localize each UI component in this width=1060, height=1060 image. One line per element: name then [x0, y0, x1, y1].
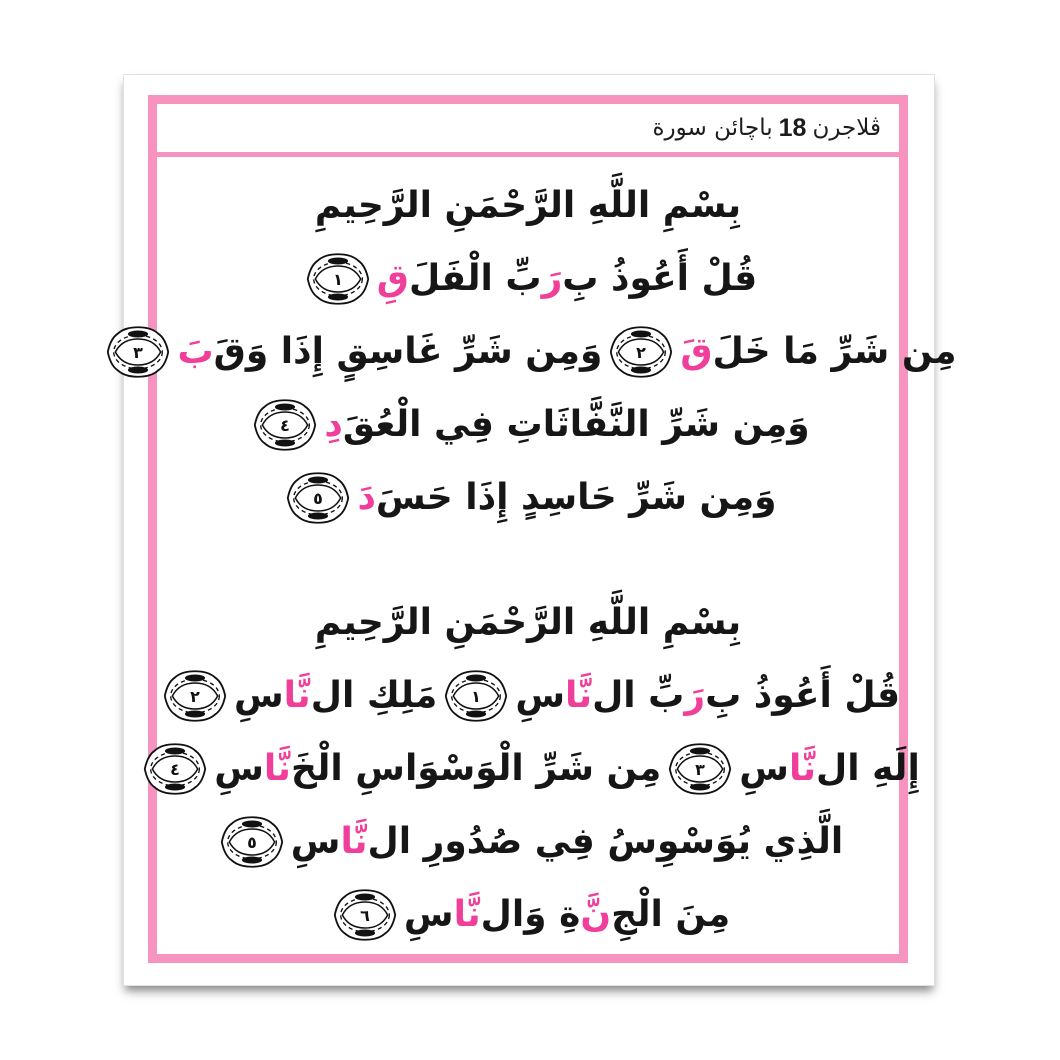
verse-text-highlight: دِ	[324, 404, 343, 445]
verse-text: وَمِن شَرِّ حَاسِدٍ إِذَا حَسَ	[375, 477, 777, 518]
verse-text: قُلْ أَعُوذُ بِ	[705, 675, 901, 716]
verse-text: سِ	[233, 675, 284, 716]
falaq-verse-5	[157, 461, 899, 534]
verse-number: ٥	[246, 832, 257, 852]
marker-top-pill	[128, 330, 148, 337]
marker-top-pill	[328, 257, 348, 264]
verse-text-highlight: نَّا	[283, 675, 311, 716]
verse-marker	[163, 670, 227, 722]
marker-top-pill	[690, 747, 710, 754]
verse-number: ١	[471, 686, 482, 706]
marker-bottom-pill	[308, 512, 328, 519]
marker-top-pill	[275, 403, 295, 410]
verse-text-highlight: بَ	[177, 331, 214, 372]
verse-number: ٣	[133, 342, 144, 362]
verse-text: مِنَ الْجِ	[611, 894, 731, 935]
marker-bottom-pill	[690, 783, 710, 790]
verse-marker	[609, 326, 673, 378]
verse-text: مِن شَرِّ الْوَسْوَاسِ الْخَ	[290, 748, 662, 789]
marker-top-pill	[308, 476, 328, 483]
header	[157, 104, 899, 157]
verse-number: ٥	[313, 488, 324, 508]
verse-marker	[333, 889, 397, 941]
verse-text: بِّ ال	[592, 675, 685, 716]
verse-text-highlight: دَ	[357, 477, 376, 518]
verse-marker	[253, 399, 317, 451]
nas-verses-3-4	[157, 732, 920, 805]
verse-text-highlight: قَ	[680, 331, 713, 372]
header-lesson-word: ڤلاجرن	[812, 115, 881, 141]
falaq-verses-2-3	[133, 315, 957, 388]
marker-bottom-pill	[165, 783, 185, 790]
nas-verses-1-2	[157, 659, 899, 732]
marker-top-pill	[631, 330, 651, 337]
verse-text: بِّ الْفَلَ	[408, 258, 542, 299]
marker-bottom-pill	[466, 710, 486, 717]
nas-verse-6	[157, 878, 899, 951]
marker-bottom-pill	[128, 366, 148, 373]
verse-number: ٢	[636, 342, 647, 362]
marker-top-pill	[165, 747, 185, 754]
falaq-verse-1	[157, 242, 899, 315]
verse-text-highlight: نَّا	[565, 675, 593, 716]
verse-marker	[306, 253, 370, 305]
marker-top-pill	[242, 820, 262, 827]
verse-number: ٦	[360, 905, 370, 925]
nas-verse-5	[157, 805, 899, 878]
verse-marker	[106, 326, 170, 378]
marker-bottom-pill	[328, 293, 348, 300]
verse-marker	[286, 472, 350, 524]
book-page	[123, 74, 957, 986]
verse-text: سِ	[739, 748, 789, 789]
marker-bottom-pill	[275, 439, 295, 446]
verse-text-highlight: نَّا	[340, 821, 368, 862]
pink-frame	[133, 95, 957, 963]
bismillah-line-2	[157, 586, 899, 659]
verse-text-highlight: نَّ	[580, 894, 612, 935]
verse-text-highlight: نَّا	[788, 748, 816, 789]
header-section-text: باچائن سورة	[652, 115, 773, 141]
marker-bottom-pill	[242, 856, 262, 863]
bismillah-line-1	[157, 169, 899, 242]
marker-bottom-pill	[355, 929, 375, 936]
marker-top-pill	[466, 674, 486, 681]
verse-number: ٤	[280, 415, 291, 435]
verse-text: إِلَهِ ال	[815, 748, 920, 789]
verse-marker	[668, 743, 732, 795]
verse-marker	[143, 743, 207, 795]
verse-text: سِ	[290, 821, 341, 862]
verse-number: ١	[332, 269, 343, 289]
verse-text: بِسْمِ اللَّهِ الرَّحْمَنِ الرَّحِيمِ	[314, 602, 742, 643]
verse-text-highlight: رَ	[684, 675, 706, 716]
verse-text: ةِ وَال	[480, 894, 581, 935]
verse-number: ٢	[190, 686, 200, 706]
verse-marker	[220, 816, 284, 868]
verse-text: الَّذِي يُوَسْوِسُ فِي صُدُورِ ال	[367, 821, 844, 862]
marker-top-pill	[185, 674, 205, 681]
verse-text: قُلْ أَعُوذُ بِ	[562, 258, 758, 299]
verse-text: سِ	[403, 894, 454, 935]
marker-top-pill	[355, 893, 375, 900]
verse-text: سِ	[214, 748, 264, 789]
verse-marker	[444, 670, 508, 722]
marker-bottom-pill	[631, 366, 651, 373]
verse-text-highlight: نَّا	[263, 748, 291, 789]
verse-number: ٤	[170, 759, 181, 779]
verse-text: وَمِن شَرِّ غَاسِقٍ إِذَا وَقَ	[213, 331, 603, 372]
verse-text-highlight: رَ	[541, 258, 563, 299]
header-lesson-number: 18	[778, 113, 807, 142]
verse-text: مِن شَرِّ مَا خَلَ	[712, 331, 957, 372]
verse-text: وَمِن شَرِّ النَّفَّاثَاتِ فِي الْعُقَ	[342, 404, 810, 445]
verse-text: مَلِكِ ال	[310, 675, 438, 716]
verse-text: بِسْمِ اللَّهِ الرَّحْمَنِ الرَّحِيمِ	[314, 185, 742, 226]
falaq-verse-4	[157, 388, 899, 461]
verse-number: ٣	[695, 759, 706, 779]
verse-text: سِ	[515, 675, 566, 716]
verse-text-highlight: قِ	[376, 258, 409, 299]
verse-rows	[133, 157, 957, 951]
verse-text-highlight: نَّا	[453, 894, 481, 935]
marker-bottom-pill	[185, 710, 205, 717]
